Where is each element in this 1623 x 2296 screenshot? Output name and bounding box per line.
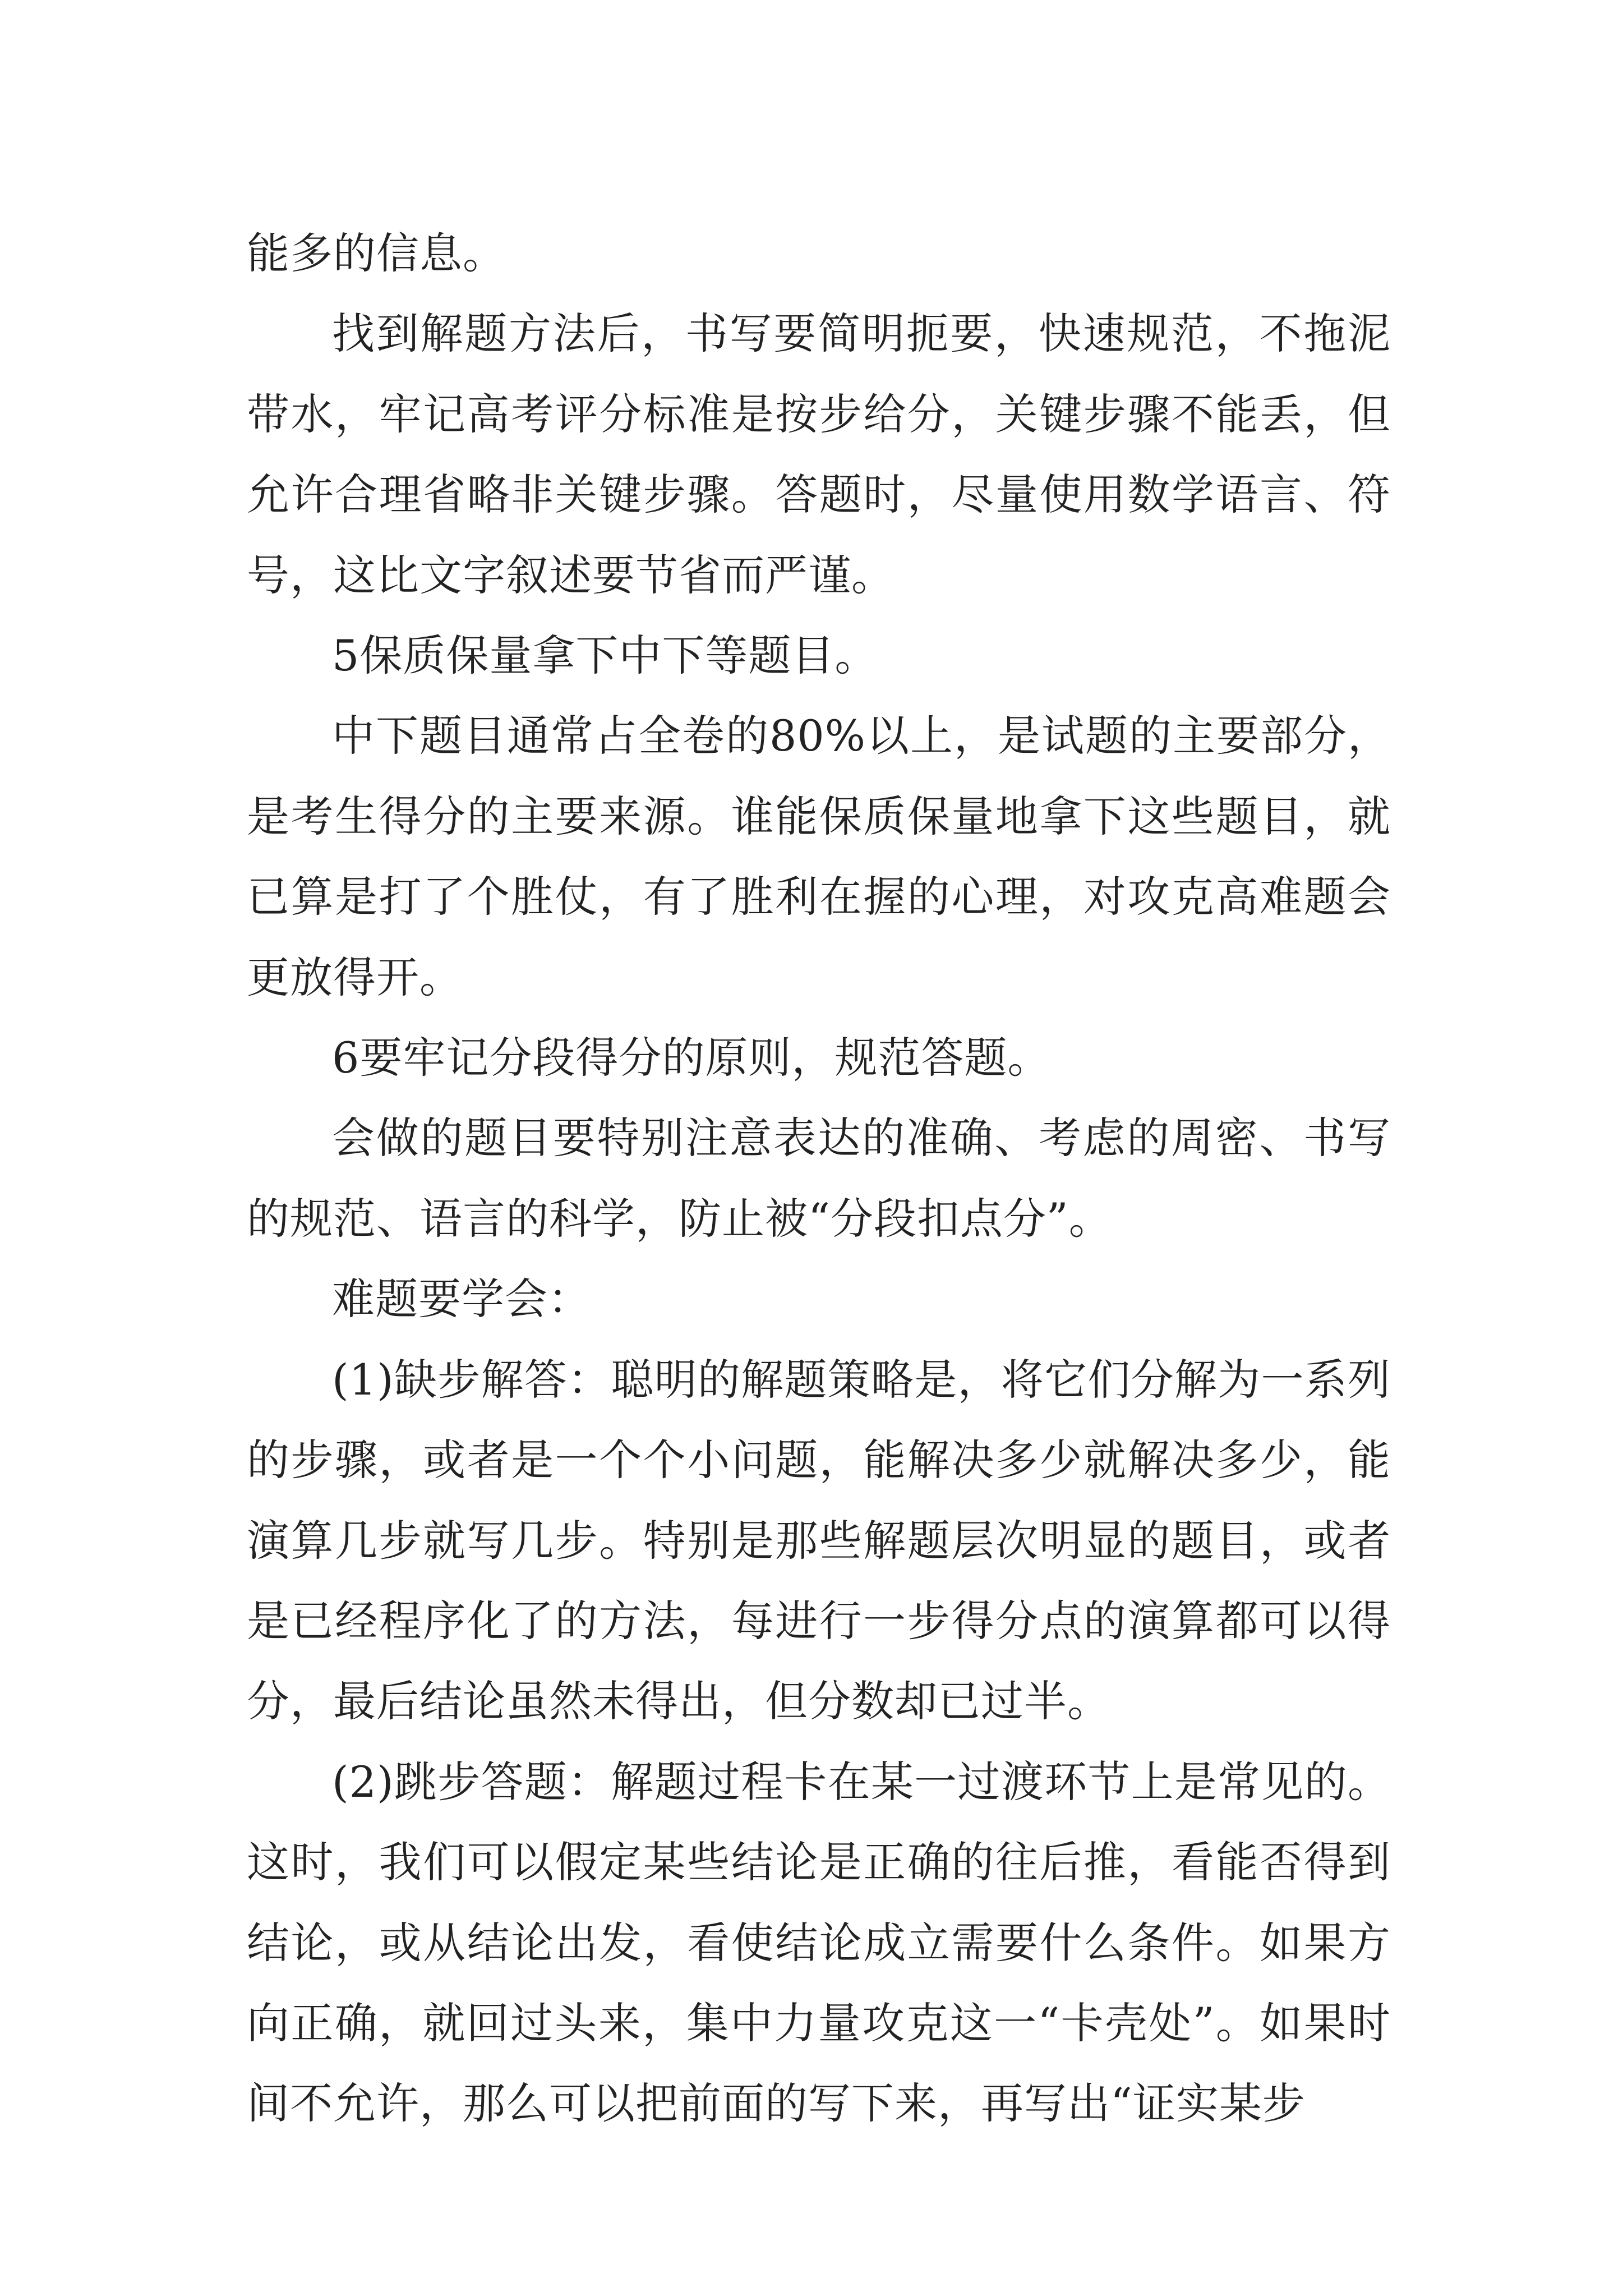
section-heading-6: 6要牢记分段得分的原则，规范答题。 (332, 1033, 1051, 1083)
document-body (247, 213, 1391, 2144)
section-heading-5: 5保质保量拿下中下等题目。 (332, 631, 878, 681)
paragraph-scoring-rules: 会做的题目要特别注意表达的准确、考虑的周密、书写的规范、语言的科学，防止被“分段扣点分”。 (247, 1113, 1391, 1244)
paragraph-hard-questions-intro: 难题要学会： (332, 1274, 591, 1324)
paragraph-medium-questions: 中下题目通常占全卷的80%以上，是试题的主要部分，是考生得分的主要来源。谁能保质保量地拿下这些题目，就已算是打了个胜仗，有了胜利在握的心理，对攻克高难题会更放得开。 (247, 711, 1391, 1002)
paragraph-skip-step: (2)跳步答题：解题过程卡在某一过渡环节上是常见的。这时，我们可以假定某些结论是正确的往后推，看能否得到结论，或从结论出发，看使结论成立需要什么条件。如果方向正确，就回过头来，集中力量攻克这一“卡壳处”。如果时间不允许，那么可以把前面的写下来，再写出“证实某步 (247, 1756, 1391, 2129)
paragraph-partial-answer: (1)缺步解答：聪明的解题策略是，将它们分解为一系列的步骤，或者是一个个小问题，能解决多少就解决多少，能演算几步就写几步。特别是那些解题层次明显的题目，或者是已经程序化了的方法，每进行一步得分点的演算都可以得分，最后结论虽然未得出，但分数却已过半。 (247, 1354, 1391, 1727)
paragraph-writing-tips: 找到解题方法后，书写要简明扼要，快速规范，不拖泥带水，牢记高考评分标准是按步给分，关键步骤不能丢，但允许合理省略非关键步骤。答题时，尽量使用数学语言、符号，这比文字叙述要节省而严谨。 (247, 309, 1391, 600)
paragraph-continuation: 能多的信息。 (247, 228, 506, 278)
